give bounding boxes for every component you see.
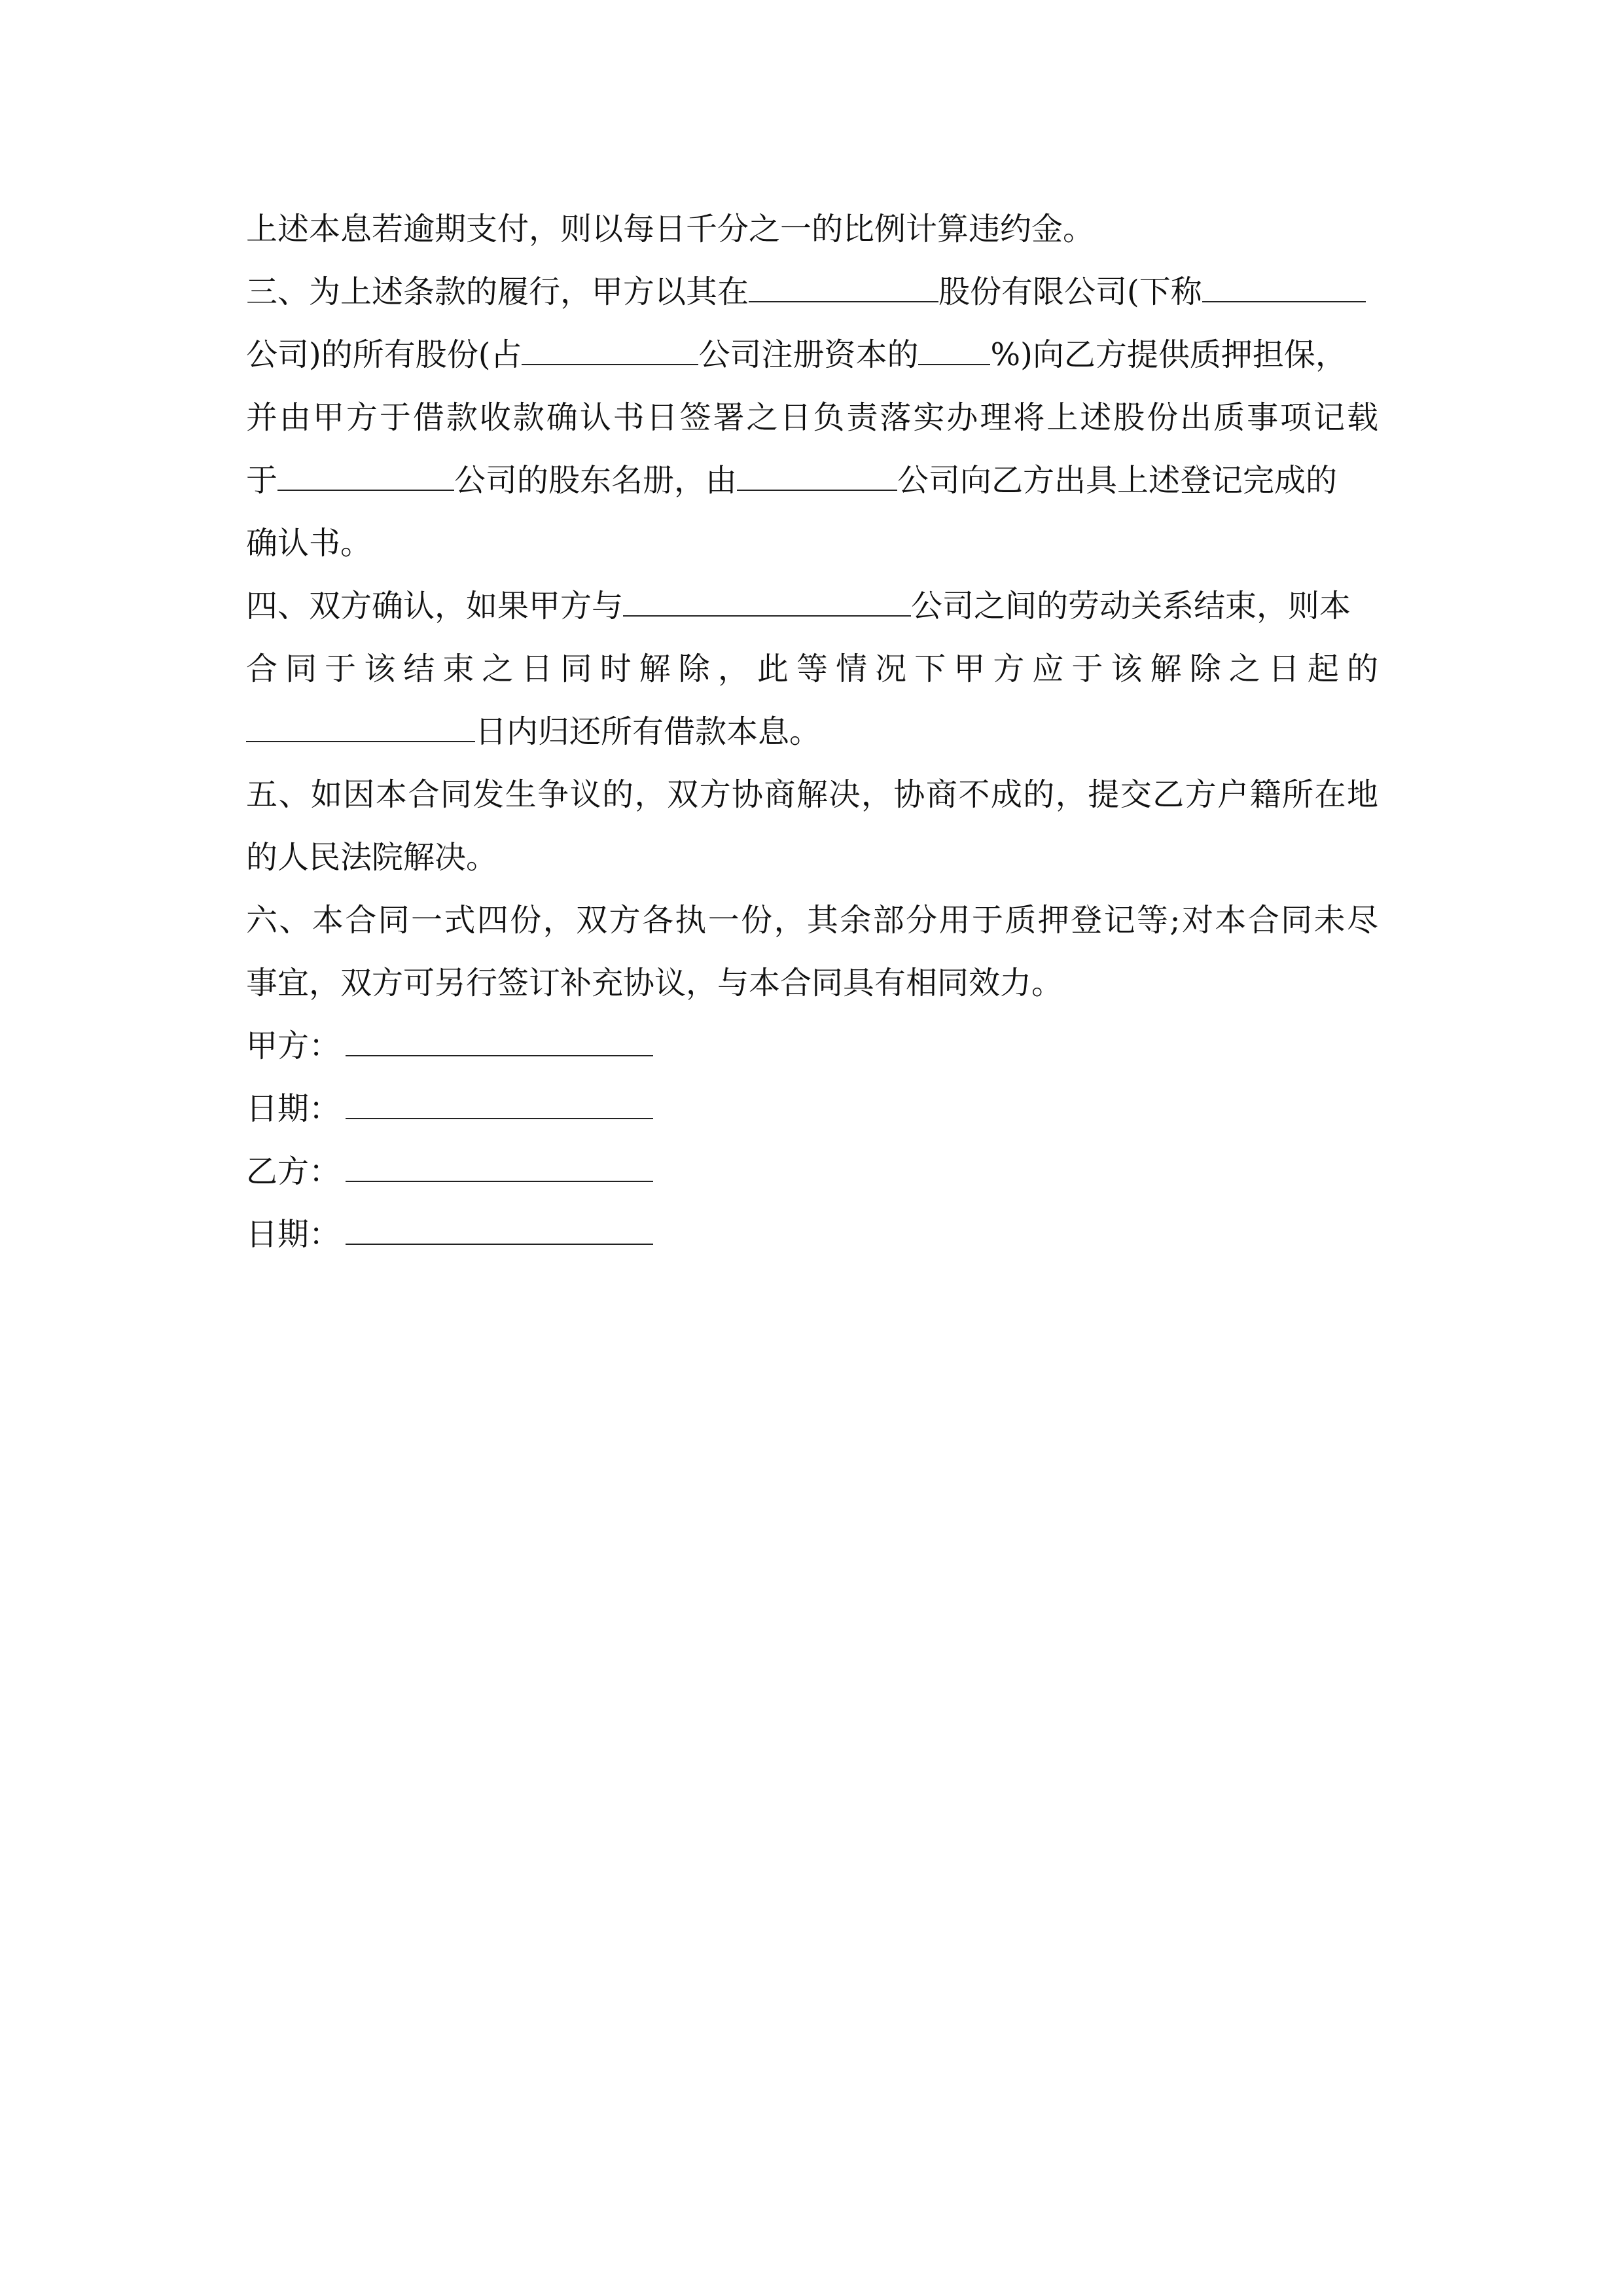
text-line bbox=[246, 323, 1378, 386]
days-blank bbox=[246, 703, 475, 742]
clause-3-text: 股份有限公司(下称 bbox=[938, 274, 1202, 310]
text-line bbox=[246, 575, 1378, 637]
company-name-blank bbox=[749, 263, 938, 302]
company-short-name-blank bbox=[1202, 263, 1366, 302]
clause-3-text: 公司的股东名册，由 bbox=[454, 462, 738, 499]
party-a-date bbox=[246, 1077, 653, 1140]
clause-3-text: %)向乙方提供质押担保， bbox=[990, 336, 1347, 373]
text-line bbox=[246, 449, 1378, 512]
text-line bbox=[246, 260, 1378, 323]
text-line bbox=[246, 512, 1378, 575]
clause-3-text: 公司向乙方出具上述登记完成的 bbox=[897, 462, 1338, 499]
party-b-date bbox=[246, 1203, 653, 1266]
text-line bbox=[246, 700, 1378, 763]
clause-4-text: 公司之间的劳动关系结束，则本 bbox=[911, 588, 1351, 624]
text-line bbox=[246, 198, 1378, 260]
text-line bbox=[246, 386, 1378, 449]
penalty-clause-text: 上述本息若逾期支付，则以每日千分之一的比例计算违约金。 bbox=[246, 211, 1095, 247]
text-line bbox=[246, 889, 1378, 952]
shares-blank bbox=[522, 326, 698, 365]
clause-3-text: 公司)的所有股份(占 bbox=[246, 336, 522, 373]
registry-company-blank bbox=[277, 452, 454, 491]
clause-3-text: 确认书。 bbox=[246, 525, 372, 562]
clause-3-text: 于 bbox=[246, 462, 278, 499]
clause-6-text: 六、本合同一式四份，双方各执一份，其余部分用于质押登记等;对本合同未尽 bbox=[246, 902, 1378, 939]
issuing-company-blank bbox=[737, 452, 897, 491]
percentage-blank bbox=[918, 326, 990, 365]
text-line bbox=[246, 637, 1378, 700]
clause-6-text: 事宜，双方可另行签订补充协议，与本合同具有相同效力。 bbox=[246, 965, 1063, 1001]
clause-3-text: 三、为上述条款的履行，甲方以其在 bbox=[246, 274, 749, 310]
date-a-label: 日期： bbox=[246, 1090, 341, 1127]
employer-company-blank bbox=[623, 577, 911, 617]
clause-5-text: 的人民法院解决。 bbox=[246, 839, 498, 876]
date-a-field[interactable] bbox=[346, 1080, 653, 1119]
party-a-field[interactable] bbox=[346, 1017, 653, 1056]
clause-3-text: 并由甲方于借款收款确认书日签署之日负责落实办理将上述股份出质事项记载 bbox=[246, 399, 1378, 436]
party-b-signature bbox=[246, 1140, 653, 1203]
party-a-label: 甲方： bbox=[246, 1028, 341, 1064]
date-b-field[interactable] bbox=[346, 1206, 653, 1245]
clause-4-text: 日内归还所有借款本息。 bbox=[475, 713, 821, 750]
clause-4-text: 合同于该结束之日同时解除，此等情况下甲方应于该解除之日起的 bbox=[246, 651, 1378, 687]
date-b-label: 日期： bbox=[246, 1216, 341, 1253]
clause-5-text: 五、如因本合同发生争议的，双方协商解决，协商不成的，提交乙方户籍所在地 bbox=[246, 776, 1378, 813]
text-line bbox=[246, 826, 1378, 889]
clause-3-text: 公司注册资本的 bbox=[698, 336, 919, 373]
party-b-field[interactable] bbox=[346, 1143, 653, 1182]
text-line bbox=[246, 763, 1378, 826]
clause-4-text: 四、双方确认，如果甲方与 bbox=[246, 588, 624, 624]
text-line bbox=[246, 952, 1378, 1014]
party-a-signature bbox=[246, 1014, 653, 1077]
party-b-label: 乙方： bbox=[246, 1153, 341, 1190]
